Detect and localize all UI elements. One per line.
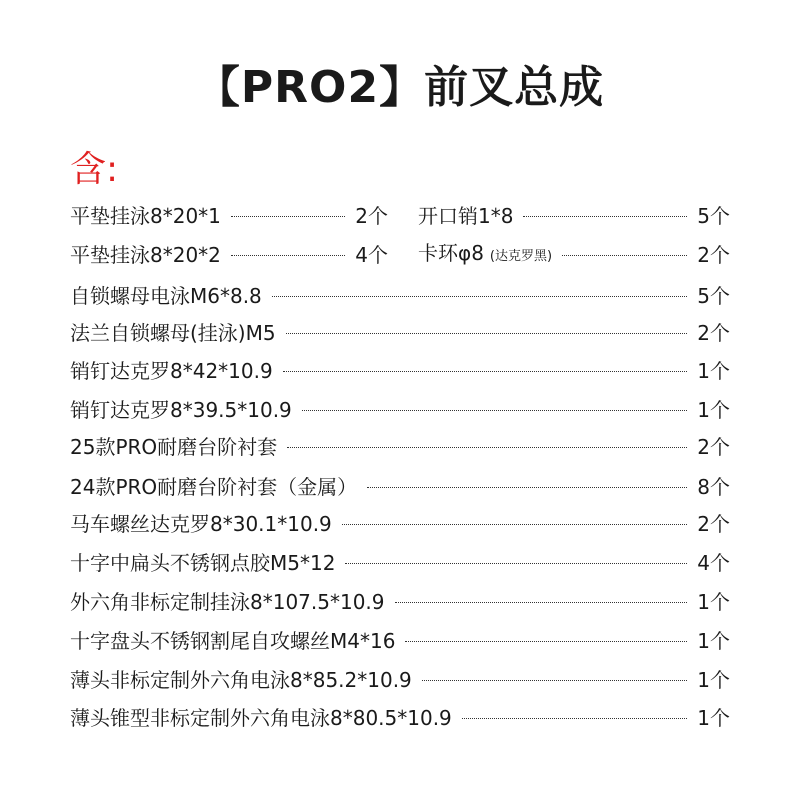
- item-quantity: 5个: [697, 204, 730, 228]
- leader-dots: [345, 563, 687, 564]
- leader-dots: [395, 602, 688, 603]
- item-name: 薄头锥型非标定制外六角电泳8*80.5*10.9: [70, 706, 452, 730]
- list-item: [70, 626, 730, 656]
- leader-dots: [287, 447, 687, 448]
- list-item: [70, 472, 730, 502]
- item-quantity: 1个: [697, 359, 730, 383]
- leader-dots: [562, 255, 687, 256]
- item-name: 开口销1*8: [418, 204, 514, 228]
- item-quantity: 1个: [697, 706, 730, 730]
- item-name: 法兰自锁螺母(挂泳)M5: [70, 321, 276, 345]
- item-quantity: 2个: [697, 512, 730, 536]
- item-name: 25款PRO耐磨台阶衬套: [70, 435, 278, 459]
- list-item: [70, 509, 730, 539]
- contains-label: 含:: [70, 149, 119, 190]
- leader-dots: [283, 371, 688, 372]
- item-quantity: 2个: [697, 435, 730, 459]
- leader-dots: [302, 410, 687, 411]
- leader-dots: [272, 296, 687, 297]
- item-quantity: 1个: [697, 398, 730, 422]
- item-quantity: 4个: [697, 551, 730, 575]
- list-item: [70, 356, 730, 386]
- page-title: 【PRO2】前叉总成: [195, 62, 605, 113]
- list-item: [70, 318, 730, 348]
- list-item: [70, 281, 730, 311]
- leader-dots: [422, 680, 687, 681]
- leader-dots: [231, 216, 345, 217]
- item-quantity: 1个: [697, 590, 730, 614]
- list-item: [418, 201, 730, 231]
- item-name: 自锁螺母电泳M6*8.8: [70, 284, 262, 308]
- list-item: [70, 548, 730, 578]
- list-item: [70, 665, 730, 695]
- item-quantity: 2个: [697, 321, 730, 345]
- item-name: 外六角非标定制挂泳8*107.5*10.9: [70, 590, 385, 614]
- list-item: [70, 587, 730, 617]
- item-name: 薄头非标定制外六角电泳8*85.2*10.9: [70, 668, 412, 692]
- leader-dots: [462, 718, 687, 719]
- item-name: 平垫挂泳8*20*2: [70, 243, 221, 267]
- item-quantity: 8个: [697, 475, 730, 499]
- list-item: [70, 432, 730, 462]
- list-item: [70, 395, 730, 425]
- item-note: (达克罗黑): [489, 249, 553, 264]
- leader-dots: [231, 255, 345, 256]
- list-item: [418, 240, 730, 270]
- item-name: 销钉达克罗8*39.5*10.9: [70, 398, 292, 422]
- leader-dots: [367, 487, 687, 488]
- item-quantity: 2个: [697, 243, 730, 267]
- list-item: [70, 240, 388, 270]
- list-item: [70, 201, 388, 231]
- leader-dots: [523, 216, 687, 217]
- leader-dots: [405, 641, 687, 642]
- item-quantity: 5个: [697, 284, 730, 308]
- item-quantity: 2个: [355, 204, 388, 228]
- list-item: [70, 703, 730, 733]
- item-name-wrap: [418, 238, 552, 272]
- item-quantity: 4个: [355, 243, 388, 267]
- item-name: 销钉达克罗8*42*10.9: [70, 359, 273, 383]
- item-name: 卡环φ8: [418, 241, 484, 265]
- leader-dots: [286, 333, 688, 334]
- item-name: 平垫挂泳8*20*1: [70, 204, 221, 228]
- item-quantity: 1个: [697, 629, 730, 653]
- leader-dots: [342, 524, 687, 525]
- item-name: 十字中扁头不锈钢点胶M5*12: [70, 551, 336, 575]
- item-quantity: 1个: [697, 668, 730, 692]
- item-name: 24款PRO耐磨台阶衬套（金属）: [70, 475, 358, 499]
- item-name: 马车螺丝达克罗8*30.1*10.9: [70, 512, 332, 536]
- item-name: 十字盘头不锈钢割尾自攻螺丝M4*16: [70, 629, 396, 653]
